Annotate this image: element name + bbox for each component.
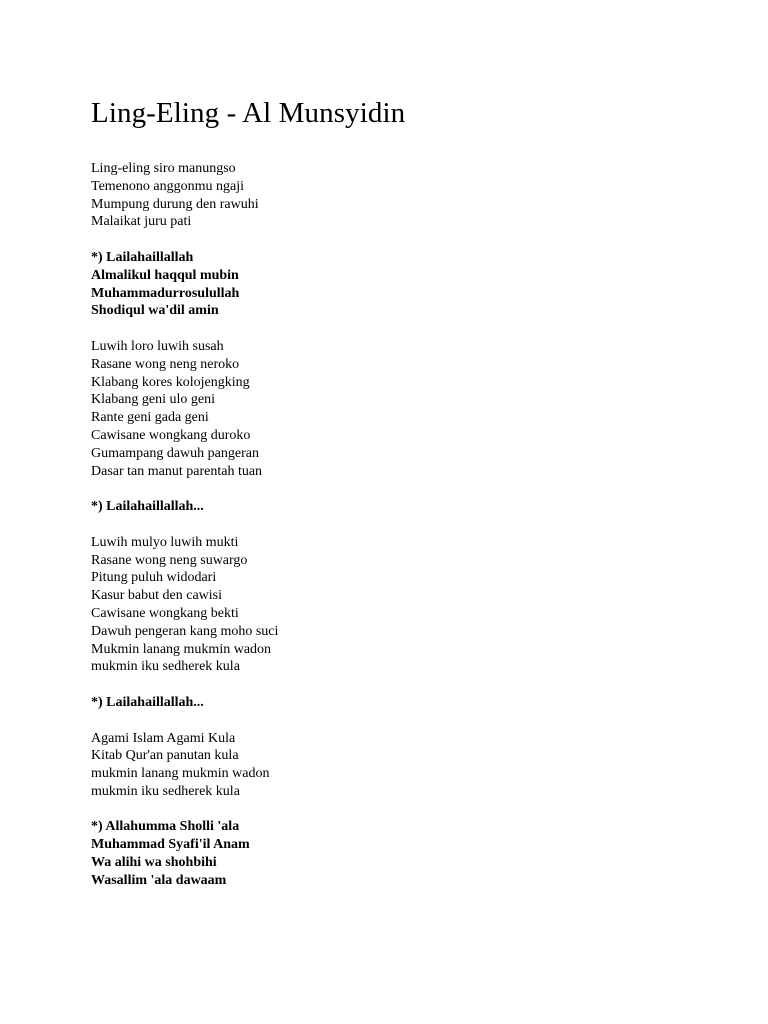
- stanza-chorus-3: [91, 694, 711, 712]
- lyric-line: Luwih loro luwih susah: [91, 338, 224, 354]
- chorus-line: Muhammad Syafi'il Anam: [91, 837, 250, 853]
- lyric-line: Mukmin lanang mukmin wadon: [91, 641, 272, 657]
- lyric-line: Gumampang dawuh pangeran: [91, 445, 259, 461]
- lyric-line: Dasar tan manut parentah tuan: [91, 463, 263, 479]
- lyric-line: Luwih mulyo luwih mukti: [91, 534, 239, 550]
- lyric-line: Rante geni gada geni: [91, 410, 209, 426]
- lyric-line: Pitung puluh widodari: [91, 570, 217, 586]
- chorus-line: Almalikul haqqul mubin: [91, 267, 239, 283]
- stanza-verse-4: [91, 730, 711, 801]
- lyric-line: Malaikat juru pati: [91, 214, 192, 230]
- lyrics-body: [91, 160, 711, 907]
- chorus-line: *) Lailahaillallah...: [91, 499, 204, 515]
- lyric-line: mukmin lanang mukmin wadon: [91, 766, 270, 782]
- document-page: [91, 94, 711, 888]
- lyric-line: Cawisane wongkang duroko: [91, 427, 251, 443]
- page-title: Ling-Eling - Al Munsyidin: [91, 97, 406, 129]
- lyric-line: Kitab Qur'an panutan kula: [91, 748, 239, 764]
- chorus-line: Wa alihi wa shohbihi: [91, 855, 217, 871]
- lyric-line: Cawisane wongkang bekti: [91, 605, 239, 621]
- chorus-line: *) Lailahaillallah...: [91, 694, 204, 710]
- lyric-line: Temenono anggonmu ngaji: [91, 178, 244, 194]
- chorus-line: *) Lailahaillallah: [91, 249, 194, 265]
- stanza-sholawat: [91, 818, 711, 889]
- stanza-verse-2: [91, 338, 711, 480]
- chorus-line: *) Allahumma Sholli 'ala: [91, 819, 240, 835]
- chorus-line: Wasallim 'ala dawaam: [91, 872, 227, 888]
- lyric-line: Kasur babut den cawisi: [91, 588, 223, 604]
- lyric-line: Dawuh pengeran kang moho suci: [91, 623, 279, 639]
- lyric-line: Rasane wong neng suwargo: [91, 552, 248, 568]
- stanza-chorus-1: [91, 249, 711, 320]
- lyric-line: Klabang geni ulo geni: [91, 392, 216, 408]
- lyric-line: Agami Islam Agami Kula: [91, 730, 236, 746]
- lyric-line: Ling-eling siro manungso: [91, 161, 236, 176]
- lyric-line: mukmin iku sedherek kula: [91, 659, 240, 675]
- lyric-line: Klabang kores kolojengking: [91, 374, 250, 390]
- stanza-verse-1: [91, 160, 711, 231]
- stanza-verse-3: [91, 534, 711, 676]
- lyric-line: Rasane wong neng neroko: [91, 356, 240, 372]
- stanza-chorus-2: [91, 498, 711, 516]
- chorus-line: Shodiqul wa'dil amin: [91, 303, 219, 319]
- lyric-line: mukmin iku sedherek kula: [91, 783, 240, 799]
- lyric-line: Mumpung durung den rawuhi: [91, 196, 259, 212]
- chorus-line: Muhammadurrosulullah: [91, 285, 240, 301]
